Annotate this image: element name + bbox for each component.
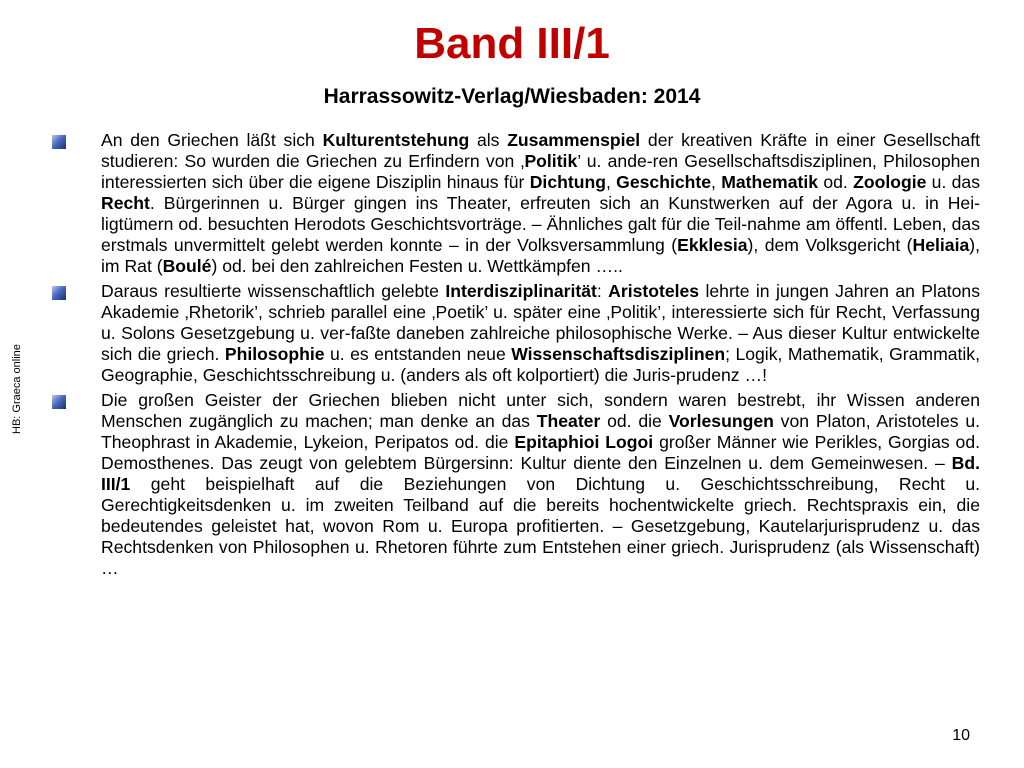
text-run: ) od. bei den zahlreichen Festen u. Wettkämpfen ….. — [211, 256, 623, 276]
bullet-paragraph — [52, 281, 980, 386]
text-run: ’ u. ande-ren Gesellschaftsdisziplinen, Philosophen interessierten sich über die eigene Disziplin hinaus für — [101, 151, 980, 192]
page-number: 10 — [952, 727, 970, 744]
text-run: An den Griechen läßt sich — [101, 130, 323, 150]
paragraph-text — [101, 130, 980, 277]
bold-term: Geschichte — [616, 172, 712, 192]
text-run: ; Logik, Mathematik, Grammatik, Geographie, Geschichtsschreibung u. (anders als oft kolportiert) die Juris-prudenz …! — [101, 344, 980, 385]
text-run: lehrte in jungen Jahren an Platons Akademie ‚Rhetorik’, schrieb parallel eine ‚Poetik’ u. später eine ‚Politik’, interessierte sich für Recht, Verfassung u. Solons Gesetzgebung u. ver-faßte daneben zahlreiche philosophische Werke. – Aus dieser Kultur entwickelte sich die griech. — [101, 281, 980, 364]
slide-subtitle: Harrassowitz-Verlag/Wiesbaden: 2014 — [323, 85, 701, 108]
text-run: , — [711, 172, 722, 192]
bold-term: Heliaia — [912, 235, 970, 255]
text-run: Daraus resultierte wissenschaftlich gelebte — [101, 281, 446, 301]
text-run: u. das — [926, 172, 981, 192]
text-run: ), im Rat ( — [101, 235, 980, 276]
bold-term: Kulturentstehung — [322, 130, 470, 150]
square-bullet-icon — [52, 286, 66, 300]
bold-term: Politik — [524, 151, 578, 171]
text-run: von Platon, Aristoteles u. Theophrast in Akademie, Lykeion, Peripatos od. die — [101, 411, 980, 452]
text-run: od. — [818, 172, 854, 192]
text-run: Die großen Geister der Griechen blieben nicht unter sich, sondern waren bestrebt, ihr Wissen anderen Menschen zugänglich zu machen; man denke an das — [101, 390, 980, 431]
bold-term: Vorlesungen — [668, 411, 774, 431]
bold-term: Boulé — [162, 256, 212, 276]
text-run: od. die — [600, 411, 669, 431]
bold-term: Theater — [536, 411, 601, 431]
bold-term: Philosophie — [224, 344, 325, 364]
text-run: . Bürgerinnen u. Bürger gingen ins Theater, erfreuten sich an Kunstwerken auf der Agora u. in Hei-ligtümern od. besuchten Herodots Geschichtsvorträge. – Ähnliches galt für die Teil-nahme am öffentl. Leben, das erstmals unvermittelt gelebt werden konnte – in der Volksversammlung ( — [101, 193, 980, 255]
paragraph-text — [101, 281, 980, 386]
bold-term: Zoologie — [853, 172, 927, 192]
bullet-paragraph — [52, 390, 980, 579]
text-run: ), dem Volksgericht ( — [747, 235, 913, 255]
text-run: großer Männer wie Perikles, Gorgias od. Demosthenes. Das zeugt von gelebtem Bürgersinn: Kultur diente den Einzelnen u. dem Gemeinwesen. – — [101, 432, 981, 473]
bold-term: Bd. III/1 — [101, 453, 980, 494]
bold-term: Dichtung — [529, 172, 606, 192]
text-run: der kreativen Kräfte in einer Gesellschaft studieren: So wurden die Griechen zu Erfindern von ‚ — [101, 130, 980, 171]
paragraph-text — [101, 390, 980, 579]
text-run: : — [596, 281, 609, 301]
square-bullet-icon — [52, 395, 66, 409]
side-label: HB: Graeca online — [11, 344, 23, 434]
bold-term: Interdisziplinarität — [445, 281, 597, 301]
text-run: als — [469, 130, 508, 150]
square-bullet-icon — [52, 135, 66, 149]
bold-term: Recht — [101, 193, 150, 213]
slide-body — [52, 130, 980, 583]
bold-term: Aristoteles — [608, 281, 700, 301]
bold-term: Zusammenspiel — [507, 130, 641, 150]
bold-term: Wissenschaftsdisziplinen — [511, 344, 726, 364]
slide-title: Band III/1 — [414, 19, 610, 68]
text-run: , — [605, 172, 617, 192]
bold-term: Ekklesia — [677, 235, 748, 255]
bullet-paragraph — [52, 130, 980, 277]
bold-term: Epitaphioi Logoi — [514, 432, 654, 452]
bold-term: Mathematik — [721, 172, 819, 192]
text-run: geht beispielhaft auf die Beziehungen von Dichtung u. Geschichtsschreibung, Recht u. Gerechtigkeitsdenken u. im zweiten Teilband auf die bereits hochentwickelte griech. Rechtspraxis ein, die bedeutendes geleistet hat, wovon Rom u. Europa profitierten. – Gesetzgebung, Kautelarjurisprudenz u. das Rechtsdenken von Philosophen u. Rhetoren führte zum Entstehen einer griech. Jurisprudenz (als Wissenschaft) … — [101, 474, 980, 578]
text-run: u. es entstanden neue — [324, 344, 512, 364]
